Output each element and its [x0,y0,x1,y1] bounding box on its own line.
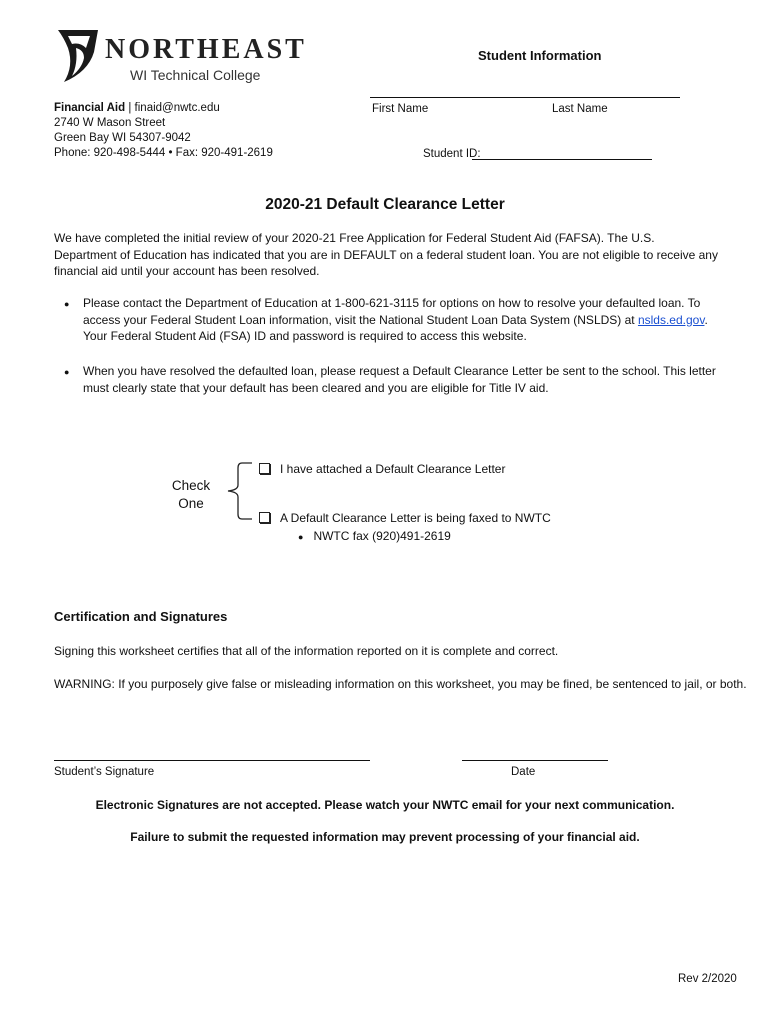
office-email[interactable]: finaid@nwtc.edu [134,102,220,114]
name-field-line[interactable] [370,97,680,98]
fax-number-item [298,529,451,543]
office-name: Financial Aid [54,102,126,114]
student-id-label: Student ID: [423,148,481,160]
option-attached-label: I have attached a Default Clearance Letter [280,462,506,476]
fax-number-text: NWTC fax (920)491-2619 [313,529,451,543]
certification-heading: Certification and Signatures [54,609,228,624]
bullet-resolved-loan [64,363,718,396]
first-name-label: First Name [372,103,429,115]
student-id-field-line[interactable] [472,159,652,160]
bullet-contact-doe [64,295,718,345]
signature-label: Student’s Signature [54,766,155,778]
logo-name: NORTHEAST [105,34,307,65]
office-street: 2740 W Mason Street [54,117,166,129]
bullet2-text: When you have resolved the defaulted loan, please request a Default Clearance Letter be sent to the school. This letter must clearly state that your default has been cleared and you are eligible for Title IV aid. [83,364,716,395]
failure-notice: Failure to submit the requested information may prevent processing of your financial aid. [130,830,640,844]
brace-icon [222,460,256,522]
bullet-dot-icon: ● [298,532,304,542]
revision-label: Rev 2/2020 [678,973,737,985]
nwtc-logo-shield-icon [54,26,102,86]
bullet1-text-end: . Your Federal Student Aid (FSA) ID and password is required to access this website. [83,312,708,343]
office-city: Green Bay WI 54307-9042 [54,132,191,144]
student-information-heading: Student Information [478,48,602,63]
date-label: Date [511,766,536,778]
bullet-dot-icon: ● [64,367,70,377]
bullet1-text: Please contact the Department of Education at 1-800-621-3115 for options on how to resolve your defaulted loan. To access your Federal Student Loan information, visit the National Student Loan Data System (NSLDS) at [83,296,701,327]
last-name-label: Last Name [552,103,608,115]
certification-statement: Signing this worksheet certifies that all of the information reported on it is complete and correct. [54,644,559,658]
logo-subname: WI Technical College [130,67,261,83]
office-contact-block [54,101,273,161]
date-line[interactable] [462,760,608,761]
check-one-label [166,477,216,513]
electronic-signature-notice: Electronic Signatures are not accepted. Please watch your NWTC email for your next communication. [95,798,675,812]
check-label-line1: Check [171,478,211,493]
option-faxed-label: A Default Clearance Letter is being faxed to NWTC [280,511,551,525]
letter-title: 2020-21 Default Clearance Letter [265,196,505,213]
office-phone-fax: Phone: 920-498-5444 • Fax: 920-491-2619 [54,147,273,159]
nslds-link[interactable]: nslds.ed.gov [637,312,705,327]
signature-line[interactable] [54,760,370,761]
bullet-dot-icon: ● [64,299,70,309]
option-faxed[interactable] [259,511,551,525]
check-label-line2: One [178,496,204,511]
warning-statement: WARNING: If you purposely give false or misleading information on this worksheet, you may be fined, be sentenced to jail, or both. [54,677,747,691]
checkbox-icon[interactable] [259,463,270,474]
option-attached[interactable] [259,462,505,476]
intro-paragraph: We have completed the initial review of your 2020-21 Free Application for Federal Student Aid (FAFSA). The U.S. Department of Education has indicated that you are in DEFAULT on a federal student loan. You are not eligible to receive any financial aid until your account has been resolved. [54,231,718,278]
checkbox-icon[interactable] [259,512,270,523]
office-separator: | [128,102,132,114]
